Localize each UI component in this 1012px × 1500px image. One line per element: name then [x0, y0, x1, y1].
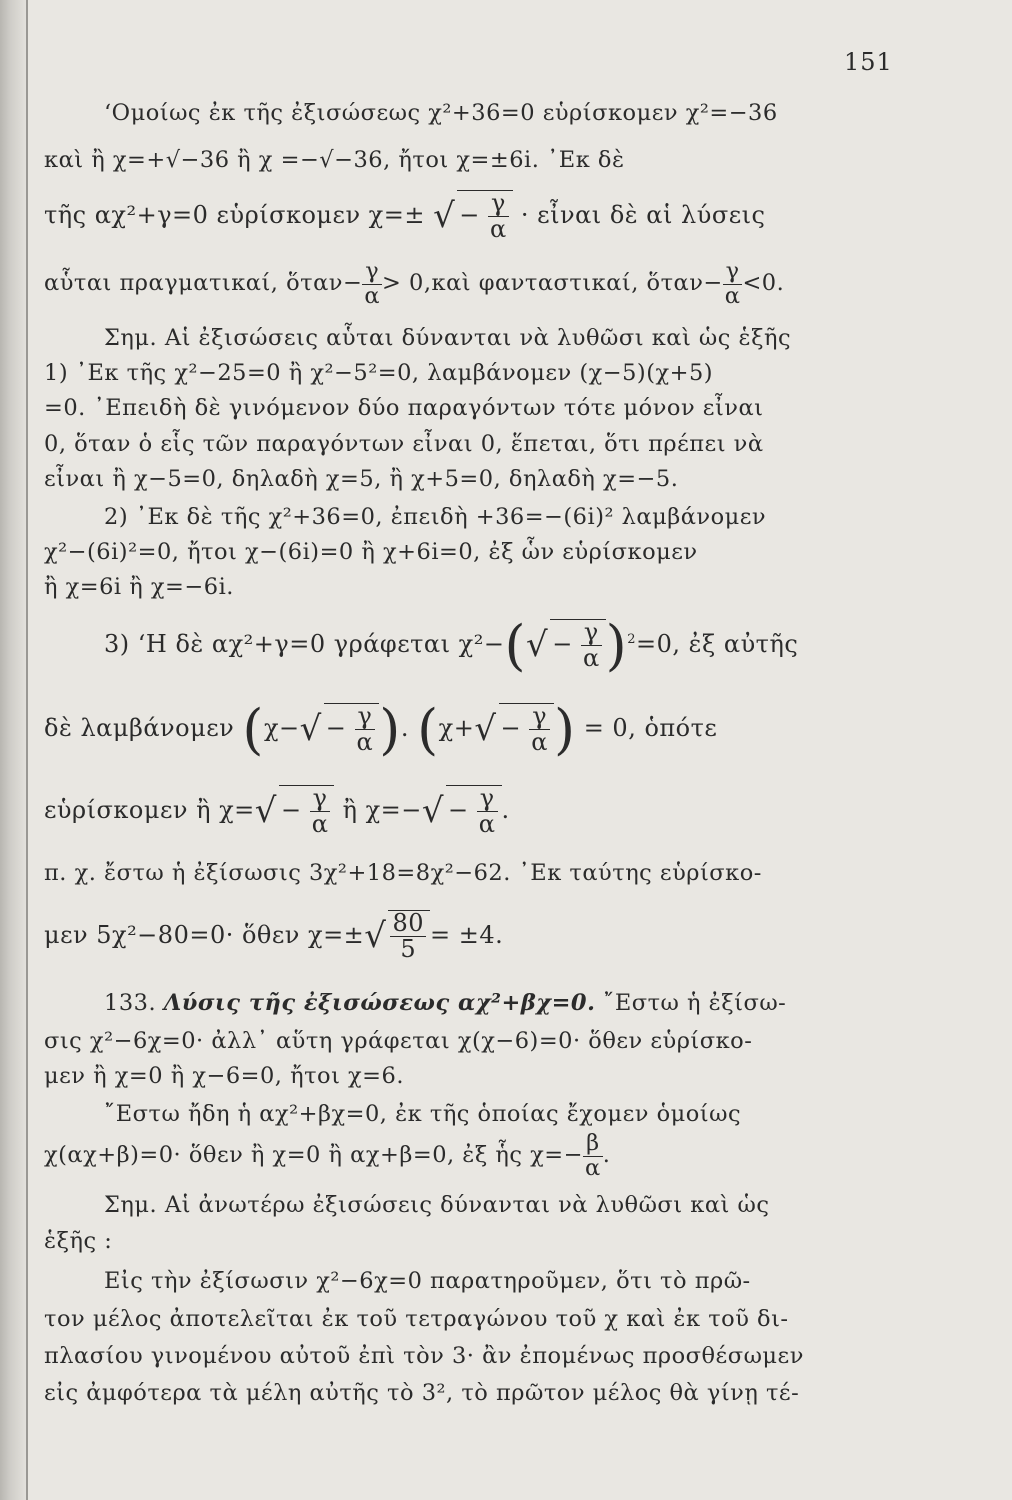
- text-line: αὗται πραγματικαί, ὅταν− $\frac{\gamma}{\alpha}$ > 0,καὶ φανταστικαί, ὅταν− $\frac{\gamma}{\alpha}$ <0.: [44, 258, 785, 309]
- radical-sign: √: [474, 709, 497, 749]
- page-number: 151: [844, 48, 893, 76]
- fraction: $\frac{\gamma}{\alpha}$: [364, 258, 381, 309]
- text-line: καὶ ἢ χ=+√−36 ἢ χ =−√−36, ἤτοι χ=±6i. ᾽Εκ δὲ: [44, 147, 625, 173]
- radical-sign: √: [526, 625, 549, 665]
- paren-close: ): [605, 614, 628, 677]
- equation-line: [44, 190, 765, 242]
- radical-sign: √: [364, 916, 387, 957]
- paren-open: (: [504, 614, 527, 677]
- radicand: − $\frac{\gamma}{\alpha}$: [550, 619, 605, 671]
- section-line: 133. Λύσις τῆς ἐξισώσεως αχ²+βχ=0. ῎Εστω ἡ ἐξίσω-: [104, 990, 787, 1016]
- text-fragment: τῆς αχ²+γ=0 εὑρίσκομεν χ=±: [44, 201, 425, 230]
- radicand: − $\frac{\gamma}{\alpha}$: [457, 190, 512, 242]
- text-line: Σημ. Αἱ ἀνωτέρω ἐξισώσεις δύνανται νὰ λυθῶσι καὶ ὡς: [104, 1192, 770, 1218]
- fraction: $\frac{80}{5}$: [392, 909, 424, 964]
- fraction: $\frac{\gamma}{\alpha}$: [478, 784, 496, 839]
- radicand: [388, 910, 430, 962]
- page-edge-line: [26, 0, 28, 1500]
- paren-open: (: [417, 698, 439, 761]
- fraction: $\frac{\gamma}{\alpha}$: [724, 258, 741, 309]
- paren-close: ): [379, 698, 401, 761]
- text-line: χ²−(6i)²=0, ἤτοι χ−(6i)=0 ἢ χ+6i=0, ἐξ ὧν εὑρίσκομεν: [44, 539, 698, 565]
- exponent-2: 2: [627, 632, 637, 647]
- text-line: 1) ᾽Εκ τῆς χ²−25=0 ἢ χ²−5²=0, λαμβάνομεν (χ−5)(χ+5): [44, 360, 714, 386]
- text-line: πλασίου γινομένου αὐτοῦ ἐπὶ τὸν 3· ἂν ἐπομένως προσθέσωμεν: [44, 1343, 804, 1369]
- text-line: ‘Ομοίως ἐκ τῆς ἐξισώσεως χ²+36=0 εὑρίσκομεν χ²=−36: [104, 100, 778, 126]
- text-line: σις χ²−6χ=0· ἀλλ᾽ αὕτη γράφεται χ(χ−6)=0· ὅθεν εὑρίσκο-: [44, 1028, 753, 1054]
- equation-line: χ(αχ+β)=0· ὅθεν ἢ χ=0 ἢ αχ+β=0, ἐξ ἧς χ=− $\frac{\beta}{\alpha}$ .: [44, 1130, 611, 1181]
- equation-line: 3) ‘Η δὲ αχ²+γ=0 γράφεται χ²−(√ − $\frac{\gamma}{\alpha}$ )$^2$=0, ἐξ αὐτῆς: [104, 614, 799, 677]
- text-line: =0. ᾽Επειδὴ δὲ γινόμενον δύο παραγόντων τότε μόνον εἶναι: [44, 395, 764, 421]
- fraction: $\frac{\gamma}{\alpha}$: [490, 189, 507, 244]
- fraction: $\frac{\gamma}{\alpha}$: [311, 784, 329, 839]
- radical-sign: √: [254, 791, 277, 832]
- text-line: 0, ὅταν ὁ εἷς τῶν παραγόντων εἶναι 0, ἕπεται, ὅτι πρέπει νὰ: [44, 431, 764, 457]
- paren-close: ): [553, 698, 576, 761]
- book-gutter: [0, 0, 26, 1500]
- radical-sign: √: [433, 196, 456, 237]
- text-line: ἢ χ=6i ἢ χ=−6i.: [44, 574, 234, 600]
- radicand: − $\frac{\gamma}{\alpha}$: [279, 785, 334, 837]
- fraction: $\frac{\gamma}{\alpha}$: [531, 701, 548, 756]
- equation-line: εὑρίσκομεν ἢ χ=√ − $\frac{\gamma}{\alpha}$ ἢ χ=−√ − $\frac{\gamma}{\alpha}$ .: [44, 784, 510, 839]
- text-line: εἶναι ἢ χ−5=0, δηλαδὴ χ=5, ἢ χ+5=0, δηλαδὴ χ=−5.: [44, 466, 679, 492]
- text-line: ῎Εστω ἤδη ἡ αχ²+βχ=0, ἐκ τῆς ὁποίας ἔχομεν ὁμοίως: [104, 1101, 742, 1127]
- fraction: $\frac{\gamma}{\alpha}$: [356, 701, 374, 756]
- equation-line: μεν 5χ²−80=0· ὅθεν χ=±√ $\frac{80}{5}$ = ±4.: [44, 909, 504, 964]
- text-line: ἑξῆς :: [44, 1228, 113, 1254]
- radical-sign: √: [421, 791, 445, 832]
- radicand: − $\frac{\gamma}{\alpha}$: [324, 703, 379, 755]
- fraction: $\frac{\gamma}{\alpha}$: [582, 617, 600, 672]
- paren-open: (: [242, 698, 264, 761]
- text-line: εἰς ἀμφότερα τὰ μέλη αὐτῆς τὸ 3², τὸ πρῶτον μέλος θὰ γίνῃ τέ-: [44, 1380, 800, 1406]
- equation-line: δὲ λαμβάνομεν (χ−√ − $\frac{\gamma}{\alpha}$ ). (χ+√ − $\frac{\gamma}{\alpha}$ ) = 0, ὁπότε: [44, 698, 718, 761]
- fraction: $\frac{\beta}{\alpha}$: [585, 1130, 601, 1181]
- text-line: 2) ᾽Εκ δὲ τῆς χ²+36=0, ἐπειδὴ +36=−(6i)² λαμβάνομεν: [104, 504, 767, 530]
- section-title: Λύσις τῆς ἐξισώσεως αχ²+βχ=0.: [163, 990, 596, 1016]
- text-line: μεν ἢ χ=0 ἢ χ−6=0, ἤτοι χ=6.: [44, 1063, 405, 1089]
- radical-sign: √: [299, 709, 322, 749]
- radicand: − $\frac{\gamma}{\alpha}$: [499, 703, 554, 755]
- section-number: 133.: [104, 990, 157, 1016]
- text-line: π. χ. ἔστω ἡ ἐξίσωσις 3χ²+18=8χ²−62. ᾽Εκ ταύτης εὑρίσκο-: [44, 860, 762, 886]
- radicand: − $\frac{\gamma}{\alpha}$: [446, 785, 501, 837]
- text-line: Εἰς τὴν ἐξίσωσιν χ²−6χ=0 παρατηροῦμεν, ὅτι τὸ πρῶ-: [104, 1268, 751, 1294]
- text-line: Σημ. Αἱ ἐξισώσεις αὗται δύνανται νὰ λυθῶσι καὶ ὡς ἑξῆς: [104, 325, 792, 351]
- text-fragment: · εἶναι δὲ αἱ λύσεις: [520, 201, 766, 230]
- text-line: τον μέλος ἀποτελεῖται ἐκ τοῦ τετραγώνου τοῦ χ καὶ ἐκ τοῦ δι-: [44, 1306, 789, 1332]
